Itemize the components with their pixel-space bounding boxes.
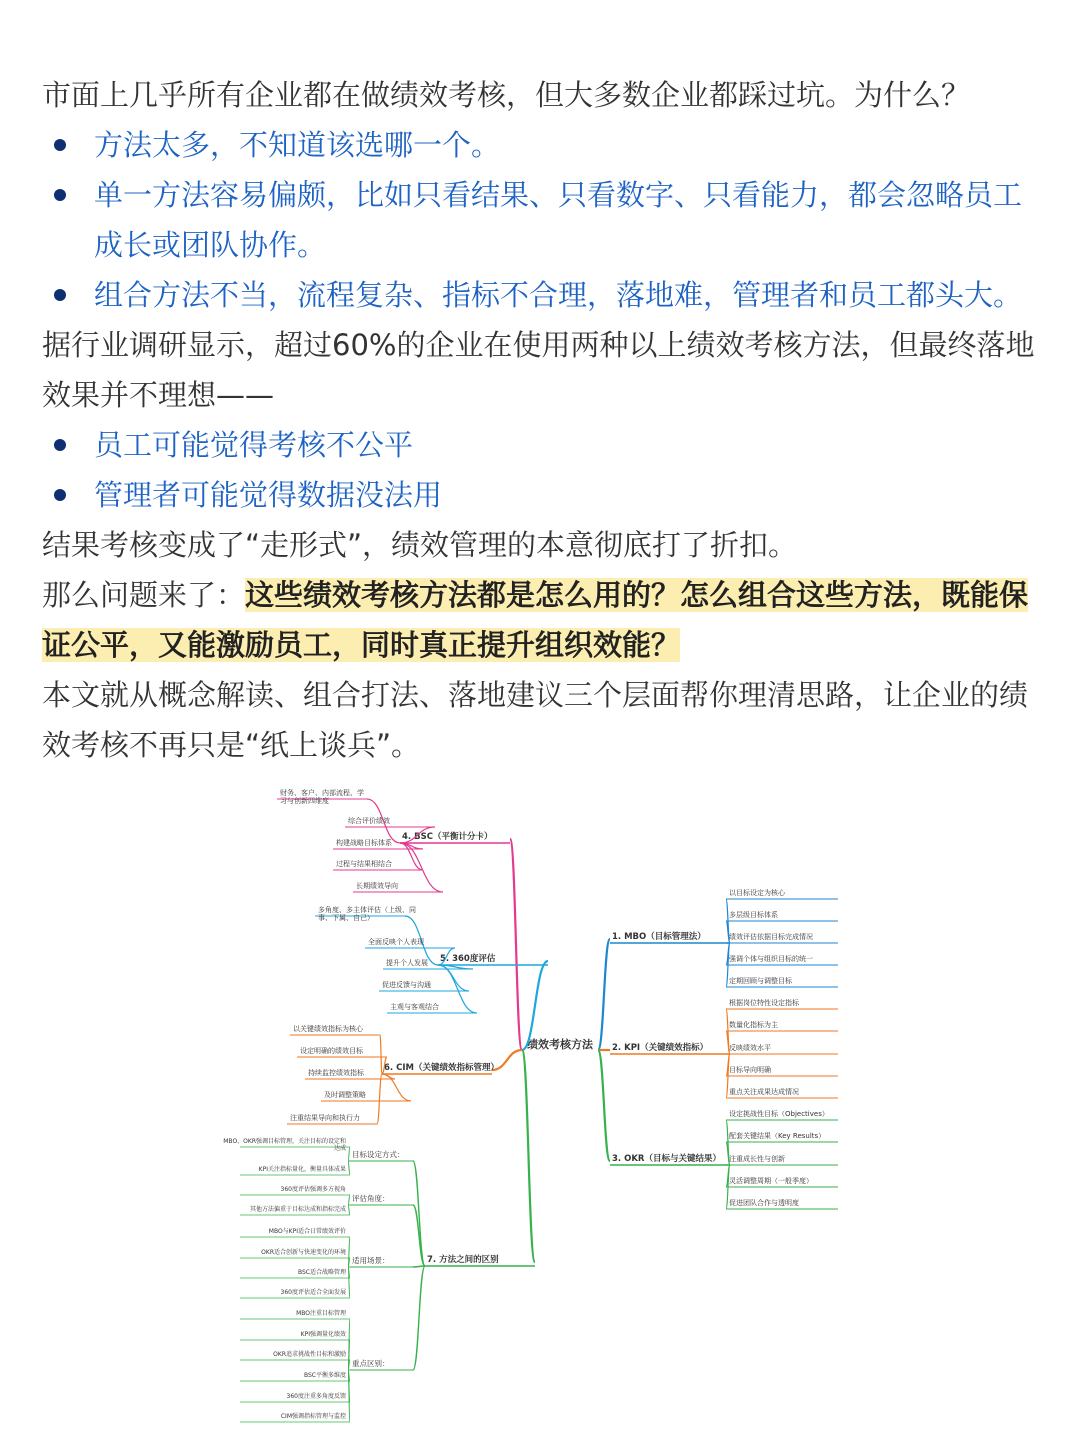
leaf-label: 注重结果导向和执行力: [290, 1114, 360, 1122]
item-label: BSC平衡多维度: [303, 1372, 346, 1379]
item-label: CIM强调指标管理与监控: [280, 1413, 346, 1420]
group-line: [413, 1266, 425, 1370]
leaf-label: 综合评价绩效: [348, 817, 390, 825]
list-item-text: 管理者可能觉得数据没法用: [94, 478, 443, 512]
bullet-icon: [54, 489, 66, 501]
item-label: MBO与KPI适合日常绩效评价: [268, 1228, 346, 1235]
leaf-label: 数量化指标为主: [729, 1021, 778, 1029]
branch-label: 7. 方法之间的区别: [427, 1255, 499, 1265]
bullet-icon: [54, 439, 66, 451]
branch-label: 1. MBO（目标管理法）: [612, 932, 706, 942]
list-item: [42, 470, 1042, 520]
item-line: [348, 1195, 350, 1205]
branch-label: 3. OKR（目标与关键结果）: [612, 1154, 721, 1164]
question-lead: 那么问题来了：: [42, 578, 246, 612]
list-item: [42, 270, 1042, 320]
leaf-label: 及时调整策略: [324, 1091, 366, 1099]
list-item: [42, 120, 1042, 170]
leaf-line: [377, 1074, 382, 1124]
bullet-icon: [54, 139, 66, 151]
group-line: [413, 1161, 425, 1266]
leaf-line: [400, 843, 443, 892]
mindmap-image: [160, 765, 920, 1440]
item-label: 360度评估强调多方视角: [280, 1186, 346, 1193]
result-paragraph: 结果考核变成了“走形式”，绩效管理的本意彻底打了折扣。: [42, 528, 798, 562]
leaf-label: 长期绩效导向: [356, 882, 398, 890]
question-paragraph: [42, 570, 1042, 670]
leaf-label: 财务、客户、内部流程、学习与创新四维度: [280, 789, 364, 805]
branch-line: [522, 961, 548, 1050]
leaf-label: 提升个人发展: [386, 959, 428, 967]
bullet-icon: [54, 189, 66, 201]
leaf-line: [400, 843, 423, 870]
question-highlight: 这些绩效考核方法都是怎么用的？怎么组合这些方法，既能保证公平，又能激励员工，同时真正提升组织效能？: [42, 578, 1029, 662]
leaf-label: 强调个体与组织目标的统一: [729, 955, 813, 963]
leaf-label: 绩效评估依据目标完成情况: [729, 933, 813, 941]
item-label: OKR适合创新与快速变化的环境: [261, 1249, 346, 1256]
mindmap-diagram: [160, 765, 920, 1440]
item-label: MBO注重目标管理: [296, 1310, 346, 1317]
list-item-text: 方法太多，不知道该选哪一个。: [94, 128, 501, 162]
leaf-label: 注重成长性与创新: [729, 1155, 785, 1163]
group-label: 适用场景：: [352, 1256, 390, 1265]
branch-line: [598, 1050, 610, 1161]
leaf-label: 目标导向明确: [729, 1066, 771, 1074]
leaf-label: 多角度、多主体评估（上级、同事、下属、自己）: [318, 906, 416, 922]
item-label: 360度注重多角度反馈: [286, 1393, 346, 1400]
branch-label: 5. 360度评估: [440, 954, 496, 964]
list-item-text: 单一方法容易偏颇，比如只看结果、只看数字、只看能力，都会忽略员工成长或团队协作。: [94, 178, 1023, 262]
branch-label: 4. BSC（平衡计分卡）: [402, 832, 493, 842]
leaf-label: 全面反映个人表现: [368, 938, 424, 946]
mindmap-root: 绩效考核方法: [527, 1038, 593, 1051]
list-item-text: 组合方法不当，流程复杂、指标不合理，落地难，管理者和员工都头大。: [94, 278, 1023, 312]
leaf-label: 定期回顾与调整目标: [729, 977, 792, 985]
leaf-label: 设定明确的绩效目标: [300, 1047, 363, 1055]
problem-list: [42, 120, 1042, 320]
survey-paragraph: 据行业调研显示，超过60%的企业在使用两种以上绩效考核方法，但最终落地效果并不理想——: [42, 328, 1035, 412]
leaf-label: 多层级目标体系: [729, 911, 778, 919]
leaf-label: 反映绩效水平: [729, 1044, 771, 1052]
item-label: BSC适合战略管理: [297, 1269, 346, 1276]
list-item-text: 员工可能觉得考核不公平: [94, 428, 414, 462]
leaf-label: 促进反馈与沟通: [382, 981, 431, 989]
item-label: KPI强调量化绩效: [300, 1331, 346, 1338]
intro-paragraph: 市面上几乎所有企业都在做绩效考核，但大多数企业都踩过坑。为什么？: [42, 78, 971, 112]
item-label: OKR追求挑战性目标和激励: [273, 1351, 346, 1358]
leaf-label: 以目标设定为核心: [729, 889, 785, 897]
bullet-icon: [54, 289, 66, 301]
leaf-label: 主观与客观结合: [390, 1003, 439, 1011]
list-item: [42, 170, 1042, 270]
item-line: [348, 1161, 350, 1175]
branch-label: 6. CIM（关键绩效指标管理）: [384, 1063, 499, 1073]
leaf-label: 灵活调整周期（一般季度）: [729, 1177, 813, 1185]
item-label: KPI关注指标量化，衡量具体成果: [258, 1166, 346, 1173]
leaf-label: 持续监控绩效指标: [308, 1069, 364, 1077]
article-body: [42, 70, 1042, 770]
leaf-label: 过程与结果相结合: [336, 860, 392, 868]
leaf-line: [382, 1074, 411, 1101]
leaf-label: 以关键绩效指标为核心: [293, 1025, 363, 1033]
item-line: [348, 1147, 350, 1161]
closing-paragraph: 本文就从概念解读、组合打法、落地建议三个层面帮你理清思路，让企业的绩效考核不再只是“纸上谈兵”。: [42, 678, 1029, 762]
group-line: [413, 1266, 425, 1267]
leaf-label: 配套关键结果（Key Results）: [729, 1132, 826, 1140]
branch-line: [510, 839, 522, 1050]
leaf-label: 重点关注成果达成情况: [729, 1088, 799, 1096]
feedback-list: [42, 420, 1042, 520]
branch-label: 2. KPI（关键绩效指标）: [612, 1043, 709, 1053]
branch-line: [598, 939, 610, 1050]
leaf-label: 构建战略目标体系: [336, 839, 392, 847]
group-label: 重点区别：: [352, 1359, 390, 1368]
branch-line: [522, 1050, 535, 1262]
leaf-line: [438, 965, 477, 1013]
item-label: MBO、OKR强调目标管理，关注目标的设定和达成: [223, 1138, 346, 1152]
item-line: [348, 1205, 350, 1215]
item-label: 360度评估适合全面发展: [280, 1289, 346, 1296]
leaf-label: 设定挑战性目标（Objectives）: [729, 1110, 829, 1118]
group-label: 目标设定方式：: [352, 1150, 405, 1159]
item-label: 其他方法偏重于目标达成和指标完成: [249, 1206, 346, 1213]
group-label: 评估角度：: [352, 1194, 390, 1203]
leaf-line: [380, 1035, 382, 1074]
leaf-label: 根据岗位特性设定指标: [729, 999, 799, 1007]
leaf-label: 促进团队合作与透明度: [729, 1199, 799, 1207]
list-item: [42, 420, 1042, 470]
